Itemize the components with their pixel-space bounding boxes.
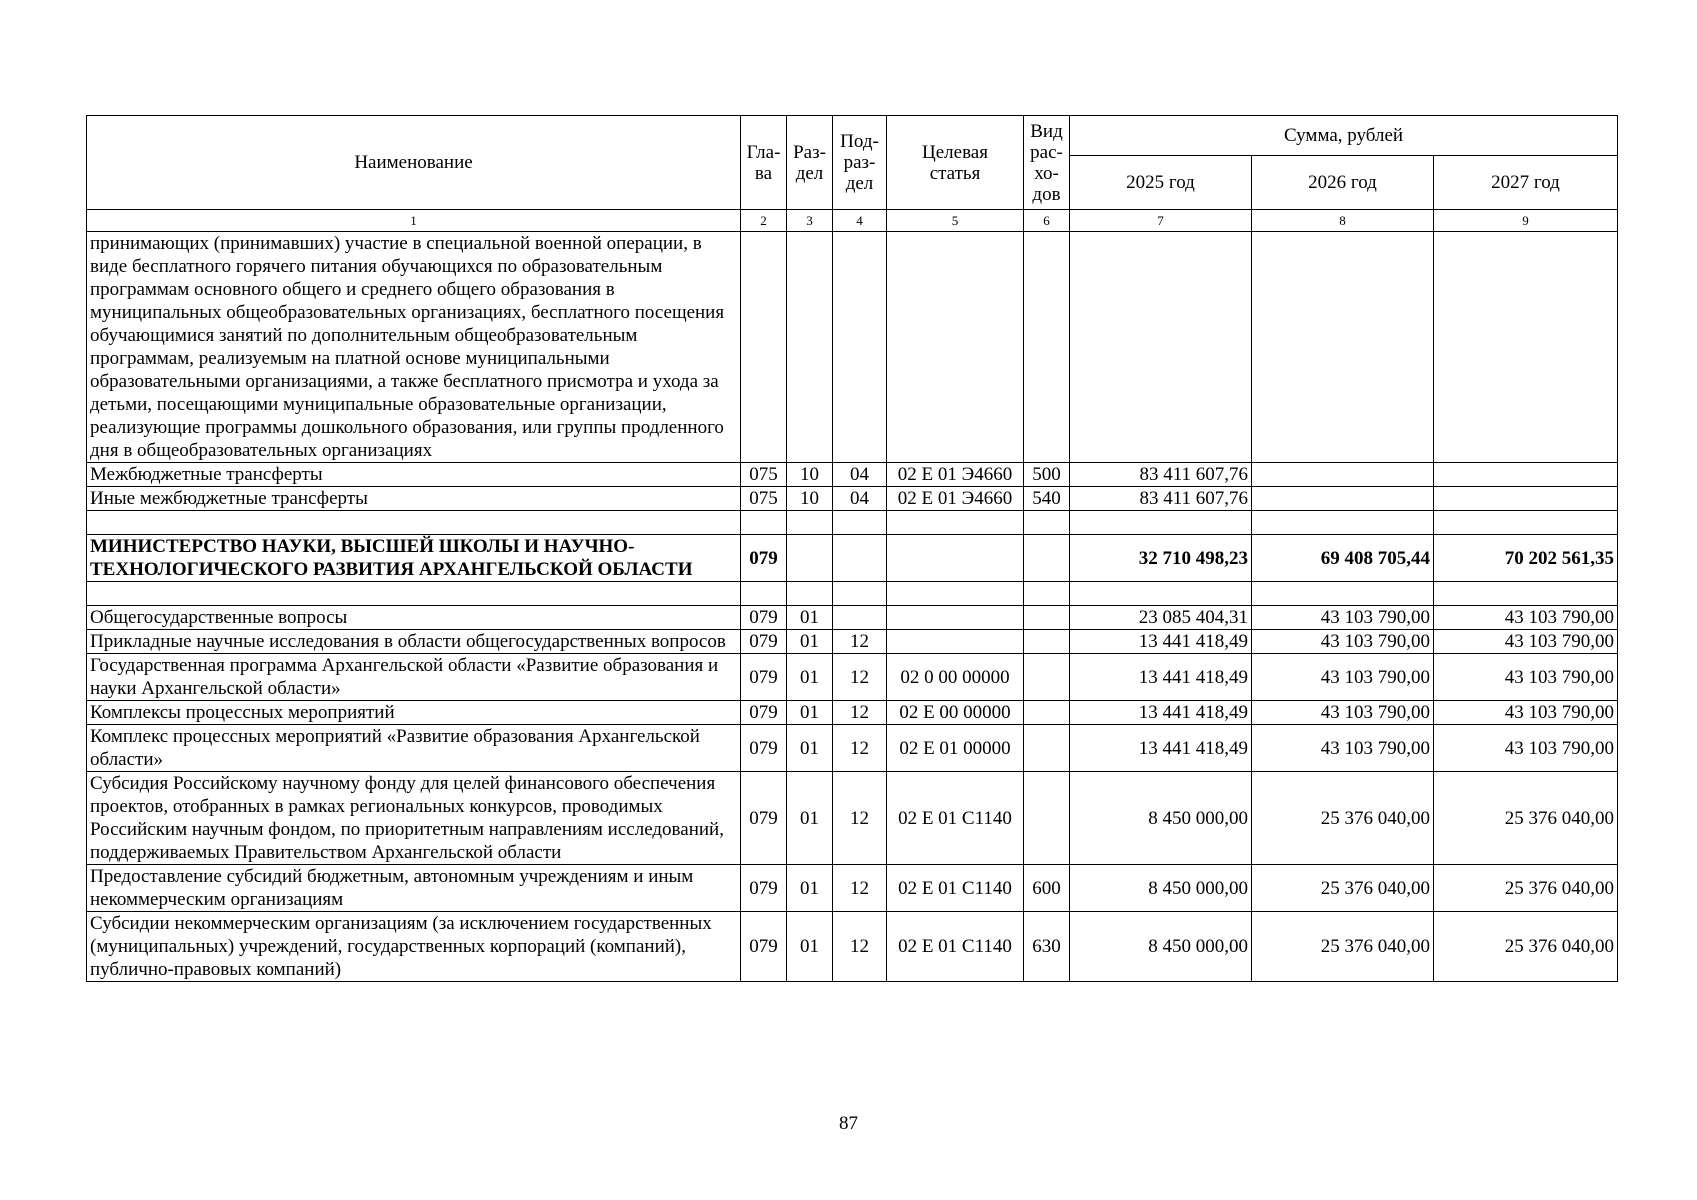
row-vid: 540 [1024,487,1070,511]
row-podrazdel: 04 [833,487,887,511]
row-sum-2027: 70 202 561,35 [1434,535,1618,582]
row-sum-2025: 83 411 607,76 [1070,463,1252,487]
row-podrazdel: 12 [833,725,887,772]
row-name: МИНИСТЕРСТВО НАУКИ, ВЫСШЕЙ ШКОЛЫ И НАУЧНО-ТЕХНОЛОГИЧЕСКОГО РАЗВИТИЯ АРХАНГЕЛЬСКОЙ ОБЛАСТИ [87,535,741,582]
row-glava: 079 [741,654,787,701]
row-razdel: 01 [787,912,833,982]
row-name: Комплексы процессных мероприятий [87,701,741,725]
row-glava: 075 [741,487,787,511]
column-number: 6 [1024,210,1070,232]
column-number: 5 [887,210,1024,232]
empty-row [87,511,1618,535]
column-number: 1 [87,210,741,232]
row-glava: 079 [741,912,787,982]
row-sum-2027: 25 376 040,00 [1434,865,1618,912]
row-sum-2026: 43 103 790,00 [1252,606,1434,630]
row-podrazdel: 12 [833,701,887,725]
row-target [887,535,1024,582]
row-name: Прикладные научные исследования в области общегосударственных вопросов [87,630,741,654]
row-sum-2026: 69 408 705,44 [1252,535,1434,582]
row-vid [1024,654,1070,701]
row-target: 02 Е 00 00000 [887,701,1024,725]
table-row [87,654,1618,701]
column-number: 7 [1070,210,1252,232]
row-razdel: 10 [787,463,833,487]
page-number: 87 [839,1113,858,1134]
row-glava: 079 [741,630,787,654]
row-glava: 079 [741,701,787,725]
row-sum-2025 [1070,232,1252,463]
header-sum: Сумма, рублей [1070,116,1618,156]
row-razdel: 01 [787,865,833,912]
row-target: 02 Е 01 00000 [887,725,1024,772]
row-target: 02 Е 01 Э4660 [887,487,1024,511]
row-sum-2025: 8 450 000,00 [1070,912,1252,982]
row-sum-2026: 25 376 040,00 [1252,912,1434,982]
row-sum-2027: 25 376 040,00 [1434,912,1618,982]
row-sum-2025: 8 450 000,00 [1070,772,1252,865]
row-sum-2025: 13 441 418,49 [1070,725,1252,772]
row-glava: 079 [741,535,787,582]
row-vid: 500 [1024,463,1070,487]
row-podrazdel: 12 [833,912,887,982]
row-sum-2027 [1434,487,1618,511]
table-row [87,232,1618,463]
row-sum-2025: 13 441 418,49 [1070,630,1252,654]
row-name: Общегосударственные вопросы [87,606,741,630]
row-vid: 630 [1024,912,1070,982]
row-sum-2027: 43 103 790,00 [1434,606,1618,630]
row-target: 02 Е 01 С1140 [887,865,1024,912]
row-target [887,630,1024,654]
row-podrazdel [833,606,887,630]
header-year-2025: 2025 год [1070,156,1252,210]
row-podrazdel: 04 [833,463,887,487]
row-podrazdel: 12 [833,630,887,654]
row-glava: 079 [741,865,787,912]
header-target: Целевая статья [887,116,1024,210]
row-glava: 079 [741,725,787,772]
row-razdel [787,232,833,463]
row-sum-2026: 43 103 790,00 [1252,725,1434,772]
row-name: Иные межбюджетные трансферты [87,487,741,511]
row-name: Субсидии некоммерческим организациям (за исключением государственных (муниципальных) учреждений, государственных корпораций (компаний), публично-правовых компаний) [87,912,741,982]
row-sum-2025: 13 441 418,49 [1070,654,1252,701]
row-name: Предоставление субсидий бюджетным, автономным учреждениям и иным некоммерческим организациям [87,865,741,912]
column-number: 9 [1434,210,1618,232]
header-name: Наименование [87,116,741,210]
table-row [87,912,1618,982]
row-sum-2026 [1252,463,1434,487]
row-razdel: 01 [787,630,833,654]
row-sum-2026: 43 103 790,00 [1252,630,1434,654]
row-podrazdel [833,535,887,582]
row-razdel: 01 [787,725,833,772]
table-row [87,701,1618,725]
row-sum-2027: 25 376 040,00 [1434,772,1618,865]
column-numbers-row [87,210,1618,232]
row-razdel: 10 [787,487,833,511]
row-podrazdel: 12 [833,772,887,865]
header-glava: Гла- ва [741,116,787,210]
table-row-ministry [87,535,1618,582]
row-target [887,606,1024,630]
row-target: 02 Е 01 С1140 [887,772,1024,865]
row-glava: 075 [741,463,787,487]
row-sum-2027: 43 103 790,00 [1434,701,1618,725]
table-row [87,865,1618,912]
column-number: 4 [833,210,887,232]
row-razdel [787,535,833,582]
row-razdel: 01 [787,606,833,630]
table-row [87,725,1618,772]
row-target: 02 Е 01 С1140 [887,912,1024,982]
table-row [87,487,1618,511]
header-vid: Вид рас- хо- дов [1024,116,1070,210]
row-sum-2025: 83 411 607,76 [1070,487,1252,511]
row-sum-2025: 23 085 404,31 [1070,606,1252,630]
row-sum-2026 [1252,487,1434,511]
table-row [87,463,1618,487]
column-number: 2 [741,210,787,232]
row-sum-2025: 32 710 498,23 [1070,535,1252,582]
row-sum-2026: 25 376 040,00 [1252,865,1434,912]
row-sum-2027: 43 103 790,00 [1434,725,1618,772]
empty-row [87,582,1618,606]
row-vid [1024,232,1070,463]
column-number: 3 [787,210,833,232]
row-glava [741,232,787,463]
table-row [87,772,1618,865]
header-year-2026: 2026 год [1252,156,1434,210]
row-name: принимающих (принимавших) участие в специальной военной операции, в виде бесплатного горячего питания обучающихся по образовательным программам основного общего и среднего общего образования в муниципальных общеобразовательных организациях, бесплатного посещения обучающимися занятий по дополнительным общеобразовательным программам, реализуемым на платной основе муниципальными образовательными организациями, а также бесплатного присмотра и ухода за детьми, посещающими муниципальные образовательные организации, реализующие программы дошкольного образования, или группы продленного дня в общеобразовательных организациях [87,232,741,463]
header-year-2027: 2027 год [1434,156,1618,210]
row-sum-2026 [1252,232,1434,463]
row-glava: 079 [741,606,787,630]
row-name: Межбюджетные трансферты [87,463,741,487]
row-razdel: 01 [787,772,833,865]
row-sum-2026: 43 103 790,00 [1252,654,1434,701]
row-sum-2027: 43 103 790,00 [1434,630,1618,654]
row-name: Комплекс процессных мероприятий «Развитие образования Архангельской области» [87,725,741,772]
row-vid [1024,630,1070,654]
row-vid [1024,725,1070,772]
header-razdel: Раз- дел [787,116,833,210]
row-sum-2027 [1434,463,1618,487]
row-podrazdel: 12 [833,865,887,912]
row-vid [1024,535,1070,582]
row-target: 02 Е 01 Э4660 [887,463,1024,487]
table-row [87,630,1618,654]
row-vid [1024,701,1070,725]
table-row [87,606,1618,630]
row-sum-2027 [1434,232,1618,463]
row-razdel: 01 [787,701,833,725]
row-vid [1024,606,1070,630]
row-sum-2026: 43 103 790,00 [1252,701,1434,725]
row-name: Субсидия Российскому научному фонду для целей финансового обеспечения проектов, отобранных в рамках региональных конкурсов, проводимых Российским научным фондом, по приоритетным направлениям исследований, поддерживаемых Правительством Архангельской области [87,772,741,865]
row-razdel: 01 [787,654,833,701]
row-podrazdel [833,232,887,463]
header-podrazdel: Под- раз- дел [833,116,887,210]
row-sum-2025: 13 441 418,49 [1070,701,1252,725]
budget-table [86,115,1618,982]
row-target [887,232,1024,463]
row-glava: 079 [741,772,787,865]
row-sum-2027: 43 103 790,00 [1434,654,1618,701]
column-number: 8 [1252,210,1434,232]
row-target: 02 0 00 00000 [887,654,1024,701]
row-vid [1024,772,1070,865]
row-name: Государственная программа Архангельской области «Развитие образования и науки Архангельской области» [87,654,741,701]
row-podrazdel: 12 [833,654,887,701]
row-sum-2025: 8 450 000,00 [1070,865,1252,912]
row-sum-2026: 25 376 040,00 [1252,772,1434,865]
row-vid: 600 [1024,865,1070,912]
